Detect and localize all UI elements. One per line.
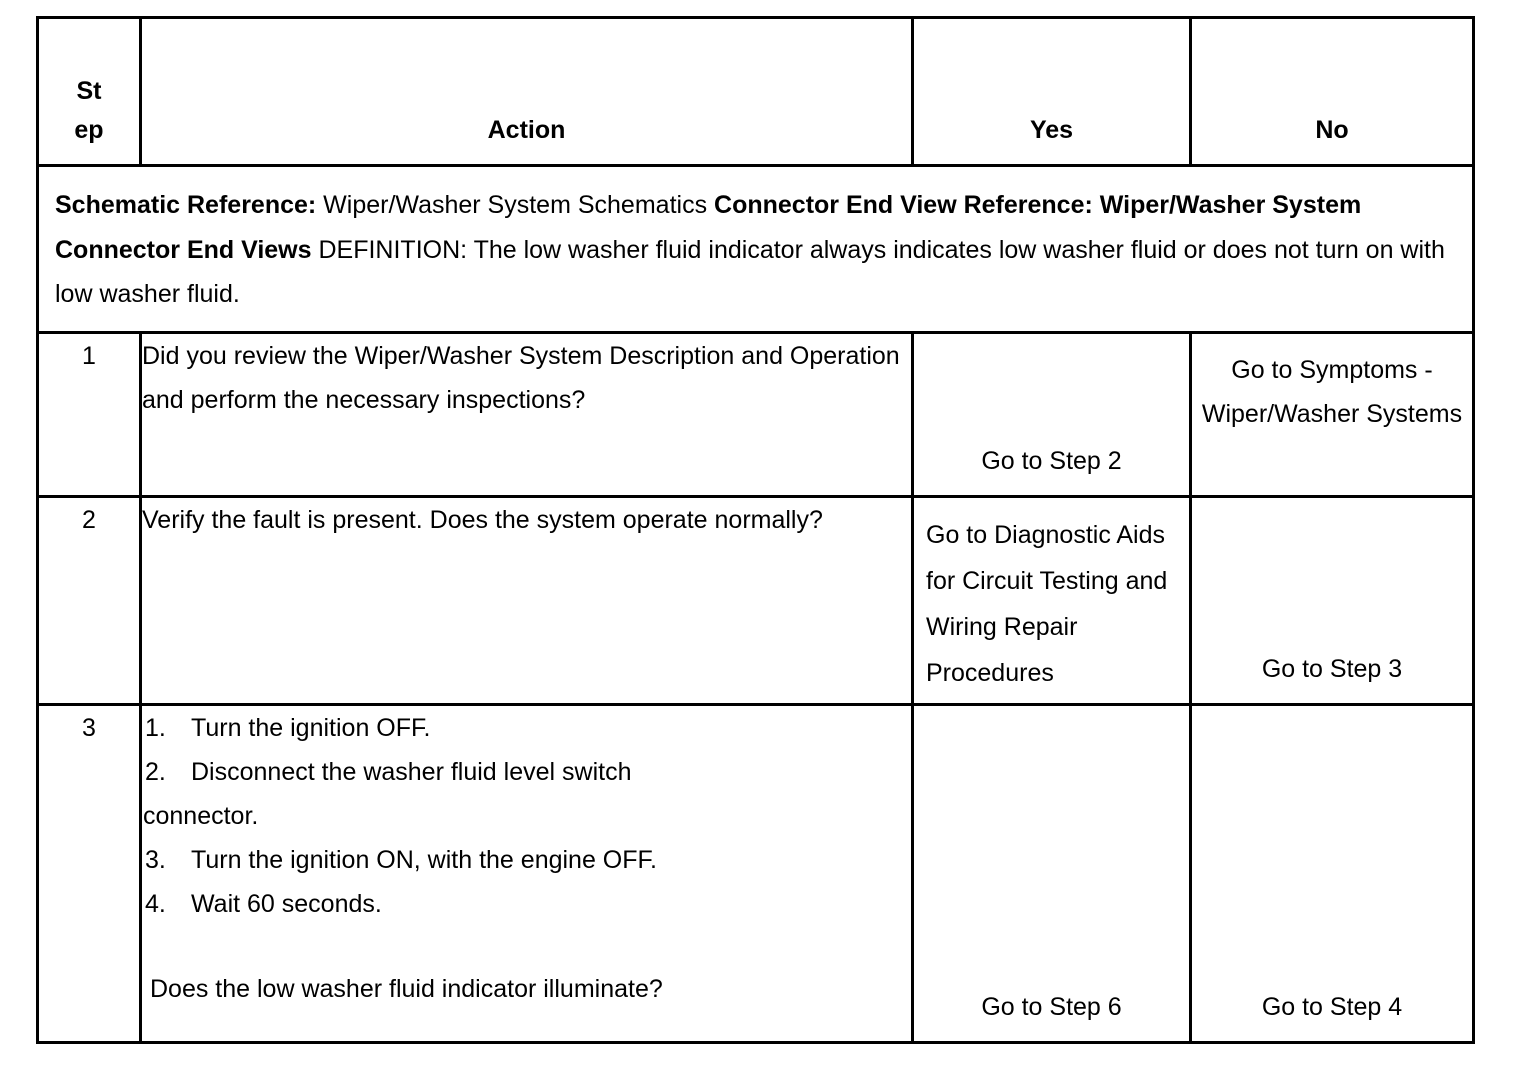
substep-text: Turn the ignition ON, with the engine OFF. (191, 845, 657, 874)
step-header-line1: St (76, 77, 102, 105)
substep-number: 2. (145, 757, 166, 786)
reference-cell (38, 166, 1474, 333)
step-number: 1 (38, 332, 141, 496)
schematic-reference-value: Wiper/Washer System Schematics (316, 191, 715, 219)
no-result-text: Go to Symptoms - Wiper/Washer Systems (1201, 355, 1463, 428)
yes-result: Go to Step 6 (913, 704, 1191, 1042)
substep-text: Disconnect the washer fluid level switch (191, 757, 632, 786)
action-cell (141, 704, 913, 1042)
diagnostic-table (36, 16, 1475, 1044)
substep-item (142, 706, 911, 750)
table-row (38, 332, 1474, 496)
substep-number: 1. (145, 713, 166, 742)
step-header-line2: ep (74, 116, 104, 144)
substep-continuation: connector. (143, 801, 259, 830)
question-text: Does the low washer fluid indicator illuminate? (150, 974, 663, 1003)
no-result: Go to Step 4 (1191, 704, 1474, 1042)
schematic-reference-label: Schematic Reference: (55, 191, 317, 219)
substep-item (142, 838, 911, 882)
substep-text: Wait 60 seconds. (191, 889, 382, 918)
header-row (38, 18, 1474, 166)
no-header: No (1191, 18, 1474, 166)
step-number: 2 (38, 496, 141, 704)
definition-text: DEFINITION: The low washer fluid indicator always indicates low washer fluid or does not turn on with low washer fluid. (55, 235, 1445, 308)
yes-result: Go to Step 2 (913, 332, 1191, 496)
substep-item (142, 750, 911, 838)
connector-reference-label: Connector End View Reference: Wiper/Washer System Connector End Views (55, 191, 1362, 264)
action-text: Verify the fault is present. Does the system operate normally? (141, 496, 913, 704)
action-header: Action (141, 18, 913, 166)
action-text: Did you review the Wiper/Washer System Description and Operation and perform the necessary inspections? (141, 332, 913, 496)
substep-number: 3. (145, 845, 166, 874)
substep-number: 4. (145, 889, 166, 918)
substep-list (142, 706, 911, 926)
yes-result: Go to Diagnostic Aids for Circuit Testing and Wiring Repair Procedures (913, 496, 1191, 704)
table-row (38, 496, 1474, 704)
step-number: 3 (38, 704, 141, 1042)
substep-item (142, 882, 911, 926)
substep-text: Turn the ignition OFF. (191, 713, 431, 742)
no-result: Go to Step 3 (1191, 496, 1474, 704)
reference-row (38, 166, 1474, 333)
step-header (38, 18, 141, 166)
yes-header: Yes (913, 18, 1191, 166)
no-result (1191, 332, 1474, 496)
table-row (38, 704, 1474, 1042)
